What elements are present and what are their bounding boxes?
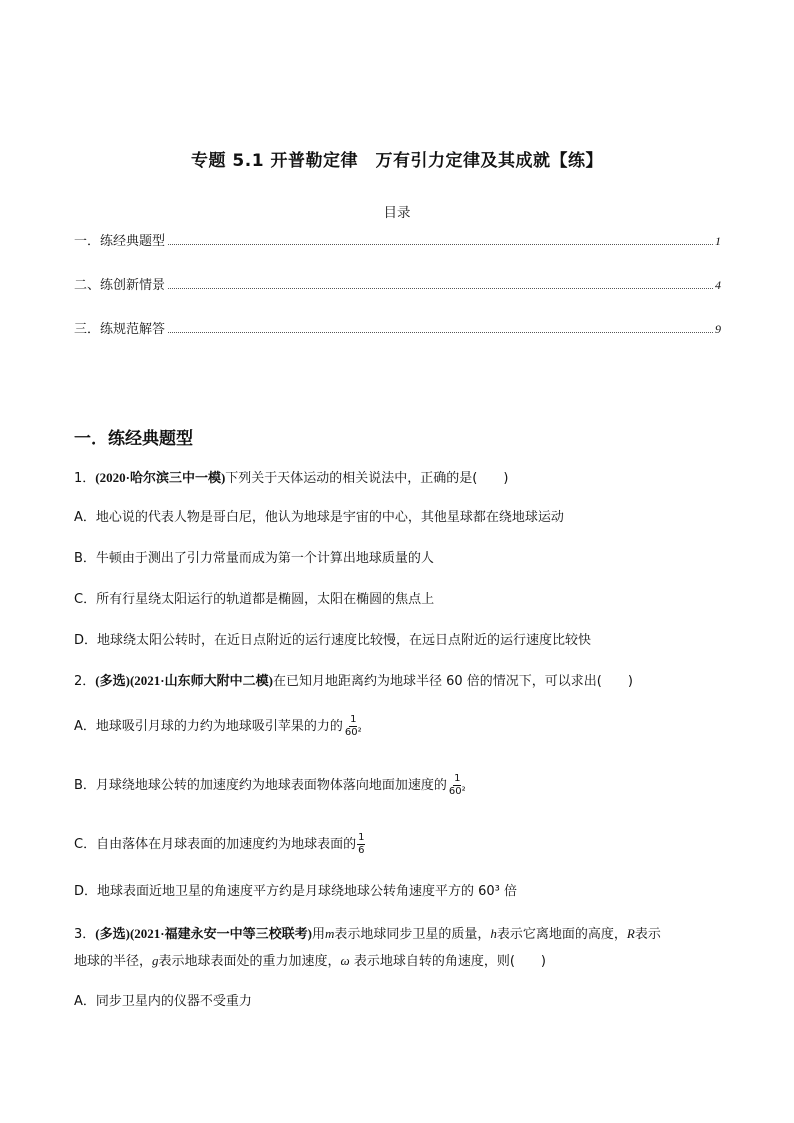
question-3-stem-line-1: [74, 924, 734, 945]
question-1-option-b: B．牛顿由于测出了引力常量而成为第一个计算出地球质量的人: [74, 551, 434, 566]
variable-h: h: [490, 926, 497, 941]
question-2-option-d: D．地球表面近地卫星的角速度平方约是月球绕地球公转角速度平方的 60³ 倍: [74, 884, 518, 899]
question-text: 地球的半径，: [74, 954, 153, 969]
question-1-option-a: A．地心说的代表人物是哥白尼，他认为地球是宇宙的中心，其他星球都在绕地球运动: [74, 510, 564, 525]
document-title: 专题 5.1 开普勒定律 万有引力定律及其成就【练】: [191, 151, 603, 171]
fraction-denominator: 6: [358, 845, 365, 856]
toc-item-page: 1: [715, 234, 721, 248]
toc-leader-dots: [168, 244, 713, 245]
question-2-option-a: [74, 714, 734, 739]
question-2-option-c: [74, 832, 734, 857]
question-source: (多选)(2021·山东师大附中二模): [95, 673, 273, 688]
toc-item[interactable]: [74, 231, 721, 249]
question-text: 表示地球自转的角速度，则( ): [349, 954, 546, 969]
toc-item-label: 一．练经典题型: [74, 234, 166, 249]
fraction: [344, 714, 363, 739]
toc-item-page: 9: [715, 322, 721, 336]
toc-item[interactable]: [74, 275, 721, 293]
question-1-option-c: C．所有行星绕太阳运行的轨道都是椭圆，太阳在椭圆的焦点上: [74, 592, 435, 607]
question-number: 3．: [74, 927, 96, 942]
fraction-denominator: 60²: [448, 786, 466, 797]
question-text: 用: [311, 927, 325, 942]
fraction-numerator: 1: [454, 773, 461, 784]
fraction: [357, 832, 365, 857]
question-text: 表示地球表面处的重力加速度，: [158, 954, 341, 969]
question-text: 表示地球同步卫星的质量，: [334, 927, 491, 942]
question-source: (2020·哈尔滨三中一模): [95, 470, 226, 485]
option-text: B．月球绕地球公转的加速度约为地球表面物体落向地面加速度的: [74, 778, 447, 793]
variable-omega: ω: [340, 953, 350, 968]
fraction-numerator: 1: [358, 832, 365, 843]
question-number: 2．: [74, 674, 96, 689]
fraction-numerator: 1: [350, 714, 357, 725]
toc-item[interactable]: [74, 319, 721, 337]
option-text: C．自由落体在月球表面的加速度约为地球表面的: [74, 837, 357, 852]
toc-item-label: 二、练创新情景: [74, 278, 166, 293]
variable-g: g: [152, 953, 159, 968]
question-3-option-a: A．同步卫星内的仪器不受重力: [74, 994, 252, 1009]
toc-leader-dots: [168, 332, 713, 333]
question-1-option-d: D．地球绕太阳公转时，在近日点附近的运行速度比较慢，在远日点附近的运行速度比较快: [74, 633, 592, 648]
question-source: (多选)(2021·福建永安一中等三校联考): [95, 926, 312, 941]
toc-item-label: 三．练规范解答: [74, 322, 166, 337]
question-1-stem: [74, 468, 734, 489]
question-2-option-b: [74, 773, 734, 798]
fraction-denominator: 60²: [344, 727, 362, 738]
variable-r: R: [626, 926, 635, 941]
toc-leader-dots: [168, 288, 713, 289]
question-text: 表示它离地面的高度，: [496, 927, 627, 942]
variable-m: m: [324, 926, 335, 941]
toc-item-page: 4: [715, 278, 721, 292]
fraction: [448, 773, 467, 798]
option-text: A．地球吸引月球的力约为地球吸引苹果的力的: [74, 719, 343, 734]
question-3-stem-line-2: [74, 951, 734, 972]
toc-heading: 目录: [383, 205, 411, 221]
question-text: 表示: [634, 927, 661, 942]
question-2-stem: [74, 671, 734, 692]
section-heading: 一．练经典题型: [74, 429, 193, 449]
question-text: 在已知月地距离约为地球半径 60 倍的情况下，可以求出( ): [272, 674, 633, 689]
question-text: 下列关于天体运动的相关说法中，正确的是( ): [225, 471, 509, 486]
question-number: 1．: [74, 471, 96, 486]
